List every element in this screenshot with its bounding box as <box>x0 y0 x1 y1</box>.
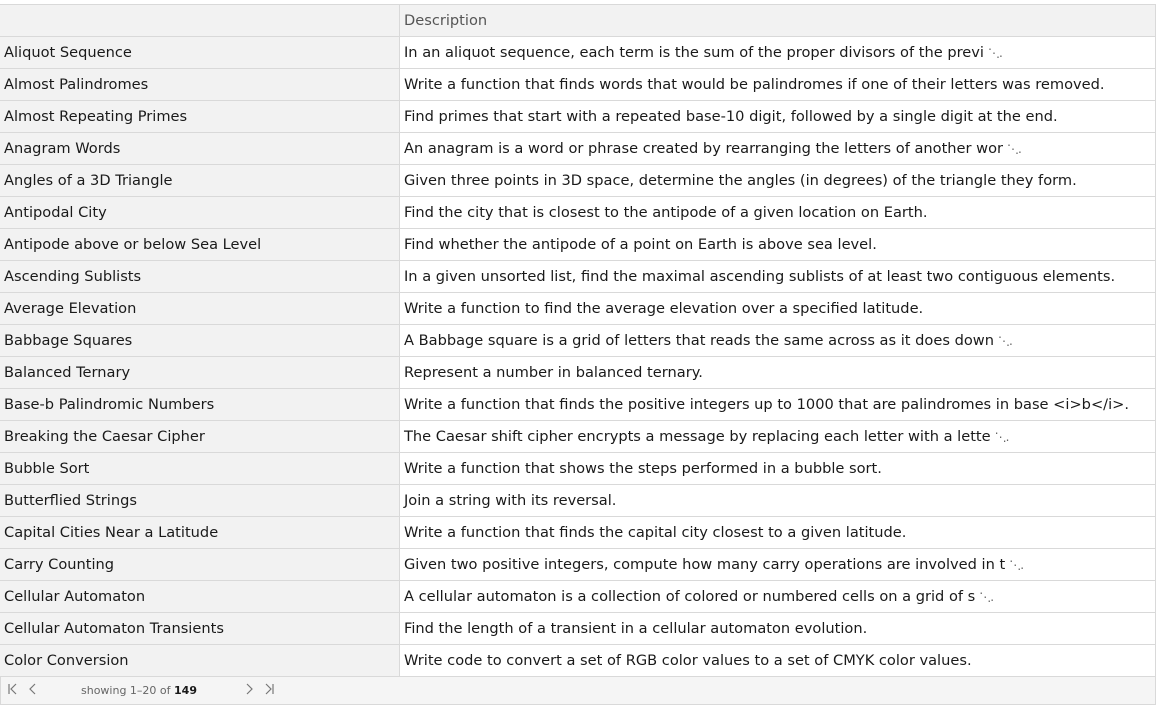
row-description-text: Given three points in 3D space, determine the angles (in degrees) of the triangle they form. <box>404 172 1077 189</box>
truncation-ellipsis-icon[interactable]: ⋱. <box>1009 558 1024 572</box>
row-description-cell <box>400 517 1156 548</box>
row-name-cell[interactable]: Ascending Sublists <box>0 261 400 292</box>
row-description-text: Write a function that finds the capital city closest to a given latitude. <box>404 524 907 541</box>
pagination-bar <box>0 677 1156 705</box>
row-name-cell[interactable]: Balanced Ternary <box>0 357 400 388</box>
row-description-cell <box>400 133 1156 164</box>
table-header-row <box>0 5 1156 37</box>
first-page-icon[interactable] <box>5 677 21 704</box>
row-name-cell[interactable]: Almost Palindromes <box>0 69 400 100</box>
row-description-cell <box>400 261 1156 292</box>
truncation-ellipsis-icon[interactable]: ⋱. <box>987 46 1002 60</box>
table-row[interactable] <box>0 37 1156 69</box>
row-name-cell[interactable]: Bubble Sort <box>0 453 400 484</box>
row-name-cell[interactable]: Cellular Automaton <box>0 581 400 612</box>
row-description-cell <box>400 165 1156 196</box>
row-description-cell <box>400 421 1156 452</box>
row-description-text: Write a function that shows the steps performed in a bubble sort. <box>404 460 882 477</box>
table-row[interactable] <box>0 581 1156 613</box>
row-name-cell[interactable]: Almost Repeating Primes <box>0 101 400 132</box>
row-description-text: A Babbage square is a grid of letters that reads the same across as it does down <box>404 332 994 349</box>
table-row[interactable] <box>0 133 1156 165</box>
row-description-cell <box>400 549 1156 580</box>
truncation-ellipsis-icon[interactable]: ⋱. <box>997 334 1012 348</box>
next-page-icon[interactable] <box>241 677 257 704</box>
row-description-cell <box>400 197 1156 228</box>
row-name-cell[interactable]: Angles of a 3D Triangle <box>0 165 400 196</box>
row-description-cell <box>400 389 1156 420</box>
pagination-status <box>81 684 241 697</box>
row-name-cell[interactable]: Butterflied Strings <box>0 485 400 516</box>
row-description-text: Given two positive integers, compute how many carry operations are involved in t <box>404 556 1006 573</box>
row-name-cell[interactable]: Color Conversion <box>0 645 400 676</box>
table-row[interactable] <box>0 549 1156 581</box>
table-row[interactable] <box>0 69 1156 101</box>
row-description-text: Find primes that start with a repeated base-10 digit, followed by a single digit at the end. <box>404 108 1058 125</box>
row-description-text: Find the length of a transient in a cellular automaton evolution. <box>404 620 868 637</box>
row-description-text: A cellular automaton is a collection of colored or numbered cells on a grid of s <box>404 588 976 605</box>
row-name-cell[interactable]: Average Elevation <box>0 293 400 324</box>
row-name-cell[interactable]: Antipodal City <box>0 197 400 228</box>
row-name-cell[interactable]: Cellular Automaton Transients <box>0 613 400 644</box>
row-description-text: Find the city that is closest to the antipode of a given location on Earth. <box>404 204 928 221</box>
last-page-icon[interactable] <box>261 677 277 704</box>
row-description-cell <box>400 613 1156 644</box>
row-name-cell[interactable]: Anagram Words <box>0 133 400 164</box>
row-description-text: In an aliquot sequence, each term is the sum of the proper divisors of the previ <box>404 44 984 61</box>
data-table <box>0 4 1156 705</box>
row-description-cell <box>400 69 1156 100</box>
row-description-cell <box>400 645 1156 676</box>
truncation-ellipsis-icon[interactable]: ⋱. <box>1007 142 1021 156</box>
table-row[interactable] <box>0 325 1156 357</box>
row-name-cell[interactable]: Base-b Palindromic Numbers <box>0 389 400 420</box>
row-description-cell <box>400 357 1156 388</box>
row-name-cell[interactable]: Carry Counting <box>0 549 400 580</box>
table-row[interactable] <box>0 421 1156 453</box>
table-body <box>0 37 1156 677</box>
table-row[interactable] <box>0 165 1156 197</box>
row-description-text: Write a function that finds words that would be palindromes if one of their letters was removed. <box>404 76 1105 93</box>
row-name-cell[interactable]: Capital Cities Near a Latitude <box>0 517 400 548</box>
table-row[interactable] <box>0 485 1156 517</box>
row-description-cell <box>400 293 1156 324</box>
row-description-cell <box>400 101 1156 132</box>
table-row[interactable] <box>0 613 1156 645</box>
pagination-total: 149 <box>174 684 197 697</box>
table-row[interactable] <box>0 293 1156 325</box>
truncation-ellipsis-icon[interactable]: ⋱. <box>994 430 1009 444</box>
row-name-cell[interactable]: Breaking the Caesar Cipher <box>0 421 400 452</box>
row-description-text: Join a string with its reversal. <box>404 492 617 509</box>
row-description-text: Write a function that finds the positive integers up to 1000 that are palindromes in base <i>b</i>. <box>404 396 1130 413</box>
row-name-cell[interactable]: Aliquot Sequence <box>0 37 400 68</box>
row-description-text: An anagram is a word or phrase created by rearranging the letters of another wor <box>404 140 1004 157</box>
row-description-text: Find whether the antipode of a point on Earth is above sea level. <box>404 236 877 253</box>
row-description-cell <box>400 37 1156 68</box>
table-row[interactable] <box>0 517 1156 549</box>
table-row[interactable] <box>0 101 1156 133</box>
table-row[interactable] <box>0 197 1156 229</box>
table-row[interactable] <box>0 261 1156 293</box>
table-row[interactable] <box>0 357 1156 389</box>
row-name-cell[interactable]: Antipode above or below Sea Level <box>0 229 400 260</box>
row-description-cell <box>400 485 1156 516</box>
table-row[interactable] <box>0 389 1156 421</box>
row-description-text: Write a function to find the average elevation over a specified latitude. <box>404 300 924 317</box>
table-row[interactable] <box>0 229 1156 261</box>
table-row[interactable] <box>0 645 1156 677</box>
header-description-cell: Description <box>400 5 1156 36</box>
row-description-cell <box>400 325 1156 356</box>
row-description-cell <box>400 581 1156 612</box>
row-description-text: The Caesar shift cipher encrypts a message by replacing each letter with a lette <box>404 428 991 445</box>
row-description-text: In a given unsorted list, find the maximal ascending sublists of at least two contiguous elements. <box>404 268 1116 285</box>
previous-page-icon[interactable] <box>25 677 41 704</box>
row-description-cell <box>400 453 1156 484</box>
header-key-cell <box>0 5 400 36</box>
row-description-text: Represent a number in balanced ternary. <box>404 364 703 381</box>
table-row[interactable] <box>0 453 1156 485</box>
pagination-range: showing 1–20 of <box>81 684 171 697</box>
row-name-cell[interactable]: Babbage Squares <box>0 325 400 356</box>
row-description-cell <box>400 229 1156 260</box>
truncation-ellipsis-icon[interactable]: ⋱. <box>979 590 994 604</box>
row-description-text: Write code to convert a set of RGB color values to a set of CMYK color values. <box>404 652 972 669</box>
